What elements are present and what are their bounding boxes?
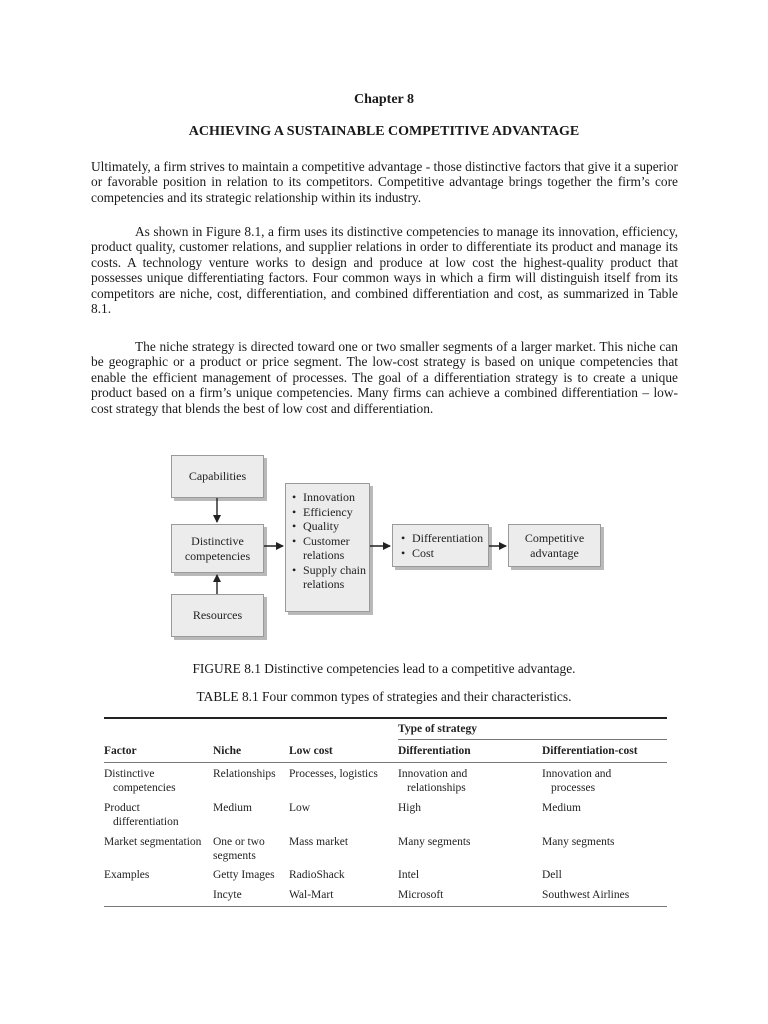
outcomes-box [392, 524, 489, 567]
distinctive-label-line2: competencies [184, 548, 251, 563]
row-3-differentiation: Many segments [398, 836, 471, 848]
row-1-factor-sub: competencies [113, 781, 176, 794]
row-2-factor: Product [104, 802, 140, 814]
header-rule [104, 762, 667, 763]
competitive-label-line2: advantage [530, 545, 579, 560]
row-2-differentiation: High [398, 802, 421, 814]
capabilities-label: Capabilities [188, 469, 247, 484]
group-header: Type of strategy [398, 723, 477, 735]
header-differentiation: Differentiation [398, 745, 471, 757]
row-4-niche: Getty Images [213, 869, 275, 881]
competitive-label-line1: Competitive [524, 531, 585, 545]
group-header-rule [398, 739, 667, 740]
table-row-1-factor [104, 768, 176, 795]
row-1-diff-cost-sub: processes [551, 781, 596, 794]
row-1-differentiation-cost [542, 768, 611, 795]
row-3-niche: One or two [213, 836, 265, 848]
row-4-low-cost: RadioShack [289, 869, 345, 881]
list-item-innovation: • Innovation [292, 490, 369, 505]
row-1-factor: Distinctive [104, 768, 155, 780]
list-item-customer-relations: • Customer relations [292, 534, 369, 563]
row-5-niche: Incyte [213, 889, 242, 901]
row-5-differentiation-cost: Southwest Airlines [542, 889, 630, 901]
chapter-heading: ACHIEVING A SUSTAINABLE COMPETITIVE ADVANTAGE [188, 124, 580, 139]
list-item-efficiency: • Efficiency [292, 505, 369, 520]
chapter-label: Chapter 8 [353, 92, 415, 107]
paragraph-3: The niche strategy is directed toward one or two smaller segments of a larger market. This niche can be geographic or a product or price segment. The low-cost strategy is based on unique competencies that enable the efficient management of processes. The goal of a differentiation strategy is to create a unique product based on a firm’s unique competencies. Many firms can achieve a combined differentiation – low-cost strategy that blends the best of low cost and differentiation. [91, 339, 678, 416]
row-2-niche: Medium [213, 802, 252, 814]
row-4-differentiation-cost: Dell [542, 869, 562, 881]
header-niche: Niche [213, 745, 242, 757]
row-5-differentiation: Microsoft [398, 889, 444, 901]
paragraph-1: Ultimately, a firm strives to maintain a competitive advantage - those distinctive factors that give it a superior or favorable position in relation to its competitors. Competitive advantage brings together the firm’s core competencies and its strategic relationship within its industry. [91, 159, 678, 205]
capabilities-box [171, 455, 264, 498]
outcome-cost: • Cost [401, 546, 488, 561]
row-4-factor: Examples [104, 869, 150, 881]
header-factor: Factor [104, 745, 137, 757]
row-1-diff: Innovation and [398, 768, 468, 780]
table-caption: TABLE 8.1 Four common types of strategies and their characteristics. [196, 689, 572, 704]
competitive-advantage-box [508, 524, 601, 567]
row-5-low-cost: Wal-Mart [289, 889, 334, 901]
figure-caption: FIGURE 8.1 Distinctive competencies lead to a competitive advantage. [192, 661, 576, 676]
header-differentiation-cost: Differentiation-cost [542, 745, 638, 757]
row-1-diff-cost: Innovation and [542, 768, 612, 780]
row-1-diff-sub: relationships [407, 781, 466, 794]
row-3-differentiation-cost: Many segments [542, 836, 615, 848]
paragraph-2: As shown in Figure 8.1, a firm uses its distinctive competencies to manage its innovation, efficiency, product quality, customer relations, and supplier relations in order to differentiate its product and manage its costs. A technology venture works to design and produce at low cost the highest-quality product that possesses unique differentiating factors. Four common ways in which a firm will distinguish itself from its competitors are niche, cost, differentiation, and combined differentiation and cost, as summarized in Table 8.1. [91, 224, 678, 317]
row-2-factor-sub: differentiation [113, 815, 179, 828]
row-1-low-cost: Processes, logistics [289, 768, 378, 780]
table-row-3-niche [213, 836, 265, 863]
outcome-differentiation: • Differentiation [401, 531, 488, 546]
header-low-cost: Low cost [289, 745, 333, 757]
row-2-differentiation-cost: Medium [542, 802, 581, 814]
list-item-supply-chain-relations: • Supply chain relations [292, 563, 369, 592]
row-4-differentiation: Intel [398, 869, 420, 881]
competency-areas-box [285, 483, 370, 612]
distinctive-competencies-box [171, 524, 264, 573]
table-top-rule [104, 717, 667, 719]
list-item-quality: • Quality [292, 519, 369, 534]
table-row-2-factor [104, 802, 179, 829]
row-3-niche-sub: segments [213, 849, 256, 862]
row-2-low-cost: Low [289, 802, 311, 814]
row-3-factor: Market segmentation [104, 836, 202, 848]
row-3-low-cost: Mass market [289, 836, 349, 848]
row-1-differentiation [398, 768, 467, 795]
distinctive-label-line1: Distinctive [191, 534, 244, 548]
row-1-niche: Relationships [213, 768, 276, 780]
table-bottom-rule [104, 906, 667, 907]
resources-label: Resources [192, 608, 243, 623]
resources-box [171, 594, 264, 637]
